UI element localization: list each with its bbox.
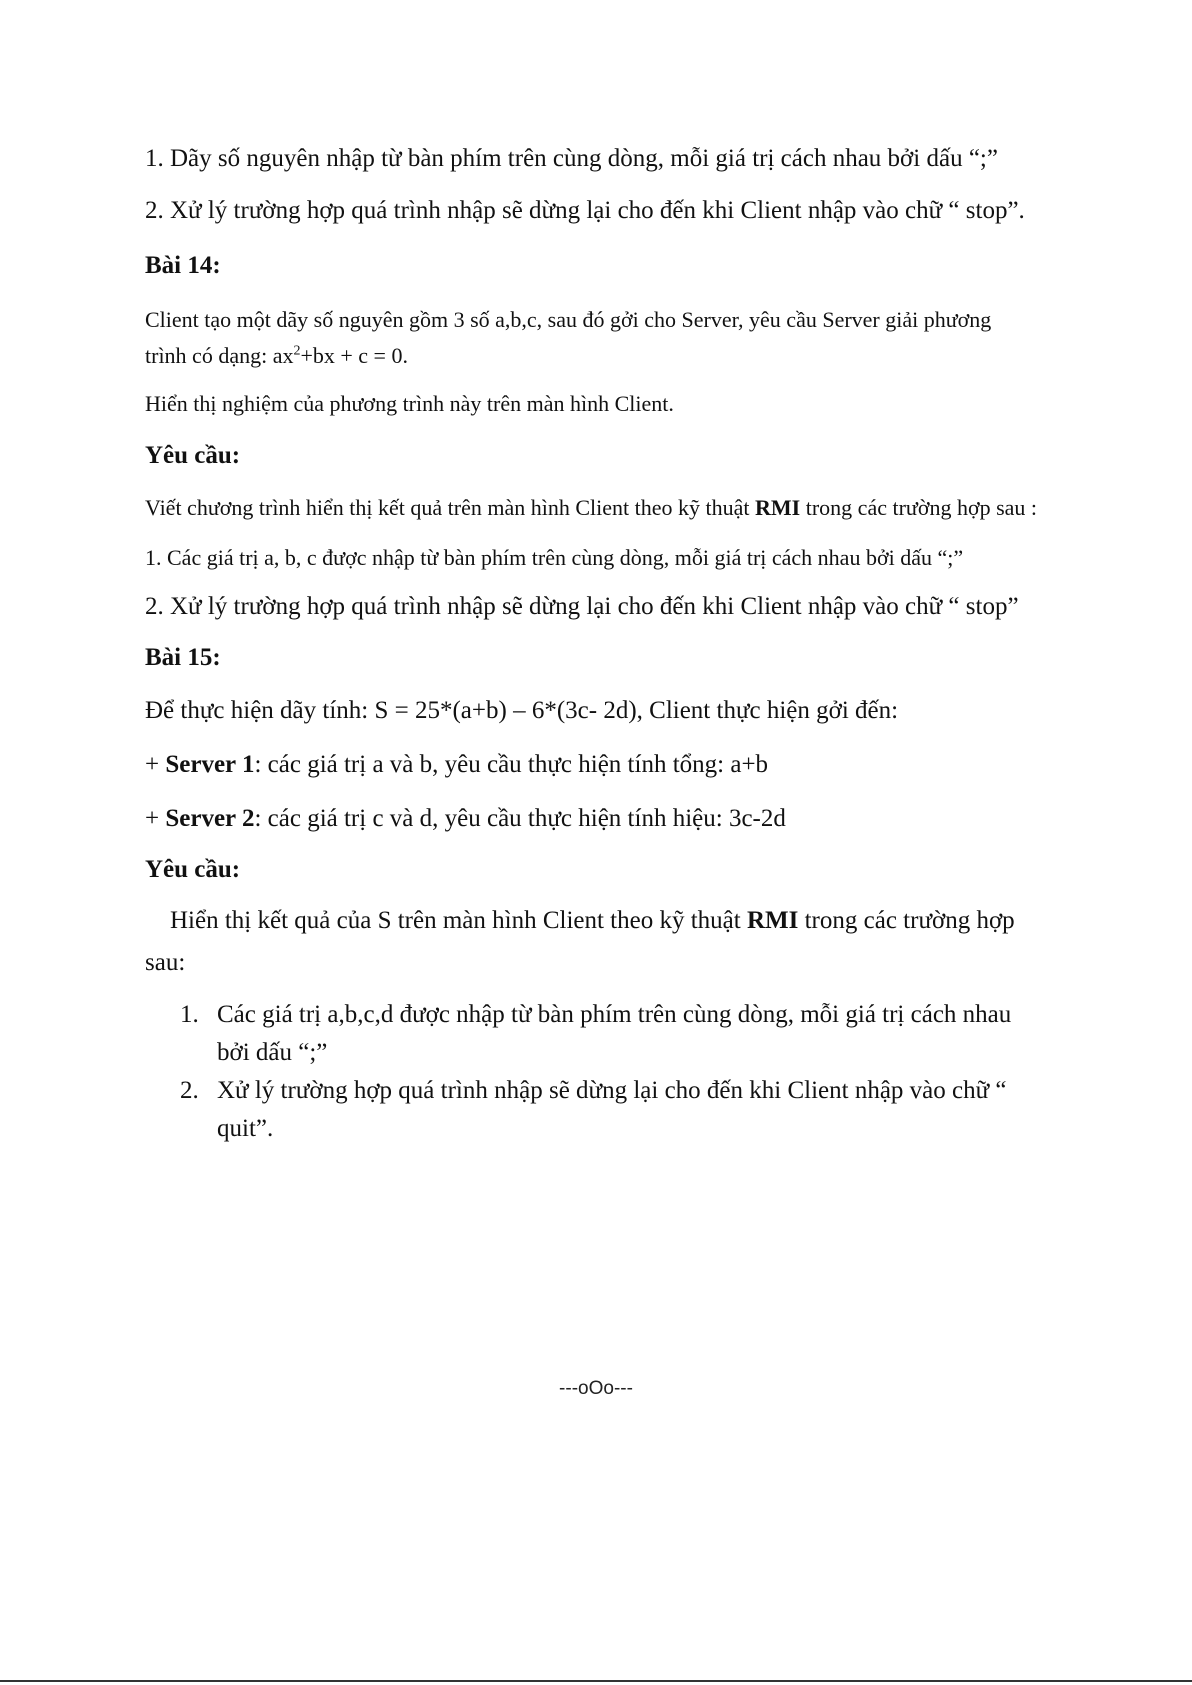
bai14-desc-text: Client tạo một dãy số nguyên gồm 3 số a,b,c, sau đó gởi cho Server, yêu cầu Server giải phương trình có dạng: ax (145, 307, 992, 368)
bai14-description (145, 302, 1025, 374)
bai14-req-text-end: trong các trường hợp sau : (800, 495, 1038, 520)
bai15-server-2-prefix: + (145, 805, 166, 832)
bai15-requirement (145, 900, 1025, 984)
bai14-requirement-title: Yêu cầu: (145, 442, 241, 469)
bai15-req-text-end: trong các trường hợp sau: (145, 907, 1015, 976)
bai15-description: Để thực hiện dãy tính: S = 25*(a+b) – 6*(3c- 2d), Client thực hiện gởi đến: (145, 697, 899, 724)
list-item-number: 2. (180, 1077, 199, 1104)
bai15-server-1-prefix: + (145, 751, 166, 778)
bai14-display: Hiển thị nghiệm của phương trình này trên màn hình Client. (145, 391, 674, 416)
bai14-title: Bài 14: (145, 252, 221, 279)
bai14-item-2: 2. Xử lý trường hợp quá trình nhập sẽ dừng lại cho đến khi Client nhập vào chữ “ stop” (145, 593, 1019, 620)
document-body (145, 138, 1045, 1148)
bai15-server-1-text: : các giá trị a và b, yêu cầu thực hiện tính tổng: a+b (254, 751, 769, 778)
list-item-text: Các giá trị a,b,c,d được nhập từ bàn phím trên cùng dòng, mỗi giá trị cách nhau bởi dấu “;” (217, 1001, 1012, 1066)
bai14-requirement (145, 490, 1045, 526)
intro-item-2: 2. Xử lý trường hợp quá trình nhập sẽ dừng lại cho đến khi Client nhập vào chữ “ stop”. (145, 197, 1025, 224)
list-item-number: 1. (180, 1001, 199, 1028)
bai15-server-1-label: Server 1 (165, 751, 255, 778)
bai15-server-2-text: : các giá trị c và d, yêu cầu thực hiện tính hiệu: 3c-2d (254, 805, 786, 832)
bai14-req-rmi: RMI (755, 495, 801, 520)
bai15-list (145, 996, 1045, 1148)
list-item (145, 996, 1045, 1072)
list-item-text: Xử lý trường hợp quá trình nhập sẽ dừng lại cho đến khi Client nhập vào chữ “ quit”. (217, 1077, 1007, 1142)
end-mark: ---oOo--- (559, 1378, 633, 1399)
bai15-server-2 (145, 798, 1045, 840)
bai15-req-rmi: RMI (746, 907, 799, 934)
page-bottom-divider (0, 1680, 1192, 1682)
bai15-server-2-label: Server 2 (165, 805, 255, 832)
bai14-item-1: 1. Các giá trị a, b, c được nhập từ bàn phím trên cùng dòng, mỗi giá trị cách nhau bởi dấu “;” (145, 545, 964, 570)
bai14-req-text: Viết chương trình hiển thị kết quả trên màn hình Client theo kỹ thuật (145, 495, 756, 520)
bai15-title: Bài 15: (145, 644, 221, 671)
bai15-req-text: Hiển thị kết quả của S trên màn hình Client theo kỹ thuật (170, 907, 747, 934)
bai14-exponent: 2 (293, 343, 301, 359)
bai15-requirement-title: Yêu cầu: (145, 856, 241, 883)
intro-item-1: 1. Dãy số nguyên nhập từ bàn phím trên cùng dòng, mỗi giá trị cách nhau bởi dấu “;” (145, 145, 998, 172)
list-item (145, 1072, 1045, 1148)
bai15-server-1 (145, 744, 1045, 786)
bai14-desc-equation: +bx + c = 0. (300, 343, 408, 368)
